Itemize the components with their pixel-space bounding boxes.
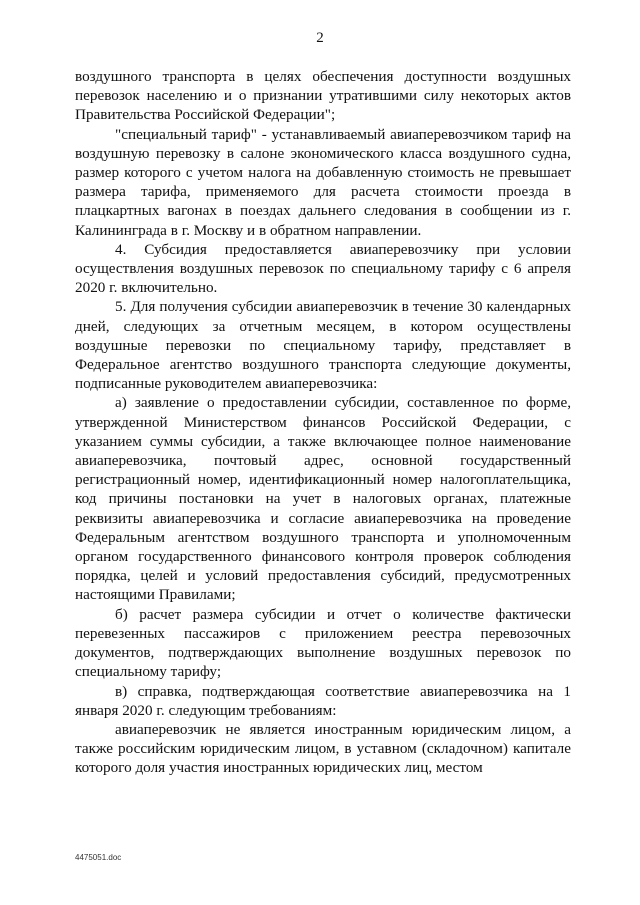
paragraph-item-v: в) справка, подтверждающая соответствие авиаперевозчика на 1 января 2020 г. следующим требованиям: [75,682,571,719]
paragraph-clause-4: 4. Субсидия предоставляется авиаперевозчику при условии осуществления воздушных перевозок по специальному тарифу с 6 апреля 2020 г. включительно. [75,240,571,297]
paragraph-requirement: авиаперевозчик не является иностранным юридическим лицом, а также российским юридическим лицом, в уставном (складочном) капитале которого доля участия иностранных юридических лиц, местом [75,720,571,777]
paragraph-item-a: а) заявление о предоставлении субсидии, составленное по форме, утвержденной Министерством финансов Российской Федерации, с указанием суммы субсидии, а также включающее полное наименование авиаперевозчика, почтовый адрес, основной государственный регистрационный номер, идентификационный номер налогоплательщика, код причины постановки на учет в налоговых органах, платежные реквизиты авиаперевозчика и согласие авиаперевозчика на проведение Федеральным агентством воздушного транспорта и уполномоченным органом государственного финансового контроля проверок соблюдения порядка, целей и условий предоставления субсидий, предусмотренных настоящими Правилами; [75,394,571,604]
document-body [75,67,571,778]
paragraph-continuation: воздушного транспорта в целях обеспечения доступности воздушных перевозок населению и о признании утратившими силу некоторых актов Правительства Российской Федерации"; [75,68,571,124]
paragraph-clause-5: 5. Для получения субсидии авиаперевозчик в течение 30 календарных дней, следующих за отчетным месяцем, в котором осуществлены воздушные перевозки по специальному тарифу, представляет в Федеральное агентство воздушного транспорта следующие документы, подписанные руководителем авиаперевозчика: [75,298,571,393]
paragraph-special-tariff: "специальный тариф" - устанавливаемый авиаперевозчиком тариф на воздушную перевозку в салоне экономического класса воздушного судна, размер которого с учетом налога на добавленную стоимость не превышает размера тарифа, применяемого для расчета стоимости проезда в плацкартных вагонах в поездах дальнего следования в сообщении из г. Калининграда в г. Москву и в обратном направлении. [75,125,571,239]
paragraph-item-b: б) расчет размера субсидии и отчет о количестве фактически перевезенных пассажиров с приложением реестра перевозочных документов, подтверждающих выполнение воздушных перевозок по специальному тарифу; [75,605,571,681]
footer-filename: 4475051.doc [75,853,122,862]
page-number: 2 [316,30,324,46]
